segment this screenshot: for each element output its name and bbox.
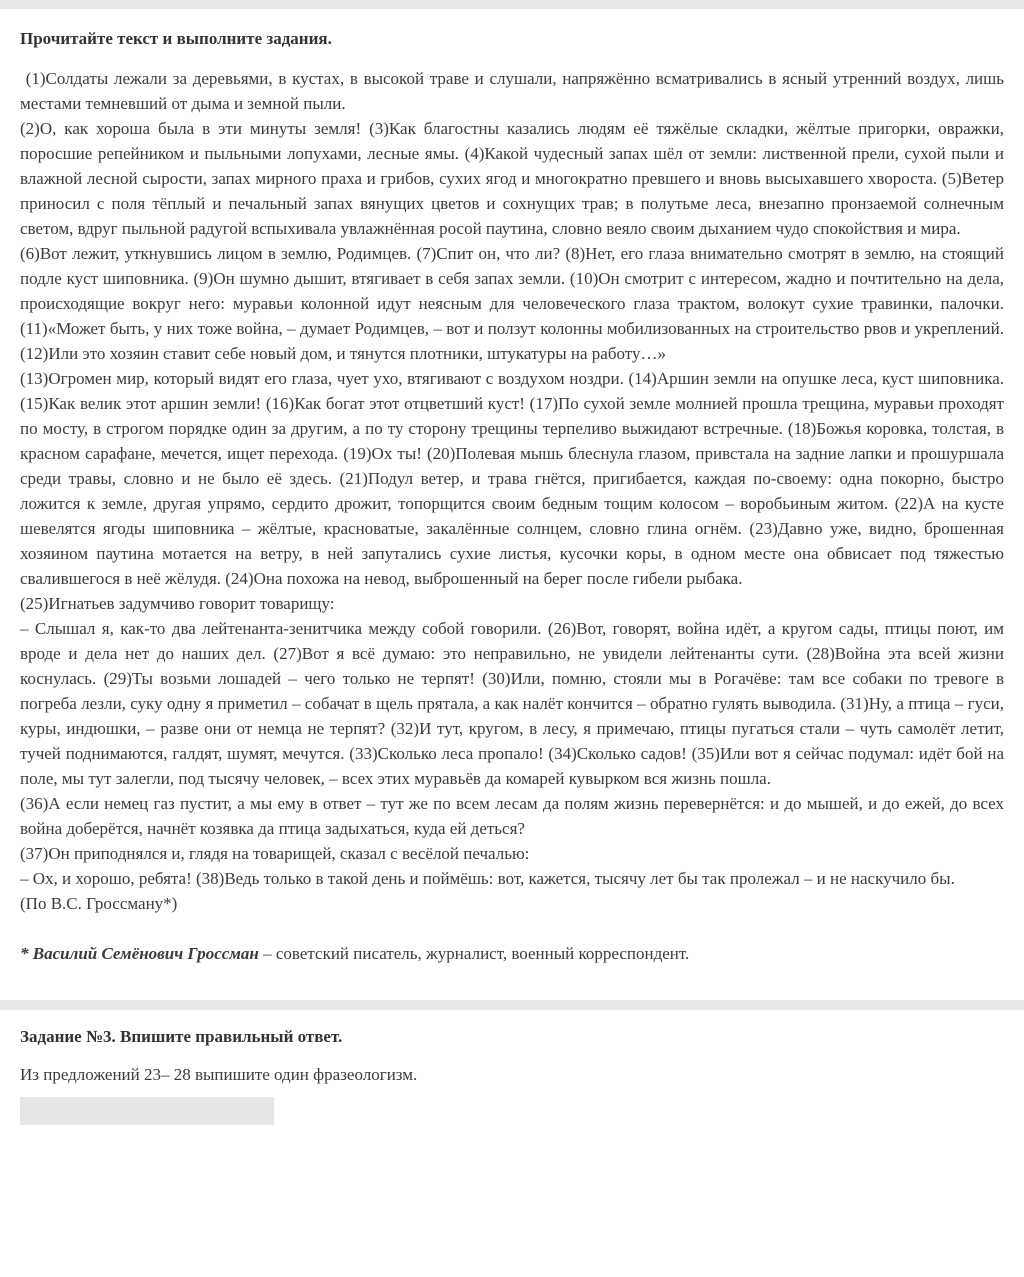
footnote-author: * Василий Семёнович Гроссман [20,944,259,963]
middle-divider-band [0,1000,1024,1010]
paragraph-6: – Слышал я, как-то два лейтенанта-зенитчика между собой говорили. (26)Вот, говорят, война идёт, а кругом сады, птицы поют, им вроде и дела нет до наших дел. (27)Вот я всё думаю: это неправильно, не увидели лейтенанты сути. (28)Война эта всей жизни коснулась. (29)Ты возьми лошадей – чего только не терпят! (30)Или, помню, стояли мы в Рогачёве: там все собаки по тревоге в погреба лезли, суку одну я приметил – собачат в щель прятала, а как налёт кончится – обратно гулять выводила. (31)Ну, а птица – гуси, куры, индюшки, – разве они от немца не терпят? (32)И тут, кругом, в лесу, я примечаю, птицы пугаться стали – чуть самолёт летит, тучей поднимаются, галдят, шумят, мечутся. (33)Сколько леса пропало! (34)Сколько садов! (35)Или вот я сейчас подумал: идёт бой на поле, мы тут залегли, под тысячу человек, – всех этих муравьёв да комарей кувырком вся жизнь пошла. [20,619,1004,788]
paragraph-5: (25)Игнатьев задумчиво говорит товарищу: [20,594,335,613]
paragraph-1: (1)Солдаты лежали за деревьями, в кустах, в высокой траве и слушали, напряжённо всматривались в ясный утренний воздух, лишь местами темневший от дыма и земной пыли. [20,69,1009,113]
reading-section [0,28,1024,966]
paragraph-3: (6)Вот лежит, уткнувшись лицом в землю, Родимцев. (7)Спит он, что ли? (8)Нет, его глаза внимательно смотрят в землю, на стоящий подле куст шиповника. (9)Он шумно дышит, втягивает в себя запах земли. (10)Он смотрит с интересом, жадно и почтительно на дела, происходящие вокруг него: муравьи колонной идут неясным для человеческого глаза трактом, волокут сухие травинки, палочки. (11)«Может быть, у них тоже война, – думает Родимцев, – вот и ползут колонны мобилизованных на строительство рвов и укреплений. (12)Или это хозяин ставит себе новый дом, и тянутся плотники, штукатуры на работу…» [20,244,1004,363]
task-heading: Задание №3. Впишите правильный ответ. [20,1027,343,1046]
task-section [0,1026,1024,1125]
paragraph-9: – Ох, и хорошо, ребята! (38)Ведь только в такой день и поймёшь: вот, кажется, тысячу лет бы так пролежал – и не наскучило бы. [20,869,955,888]
top-divider-band [0,0,1024,9]
answer-input[interactable] [20,1097,274,1125]
reading-heading: Прочитайте текст и выполните задания. [20,29,332,48]
paragraph-7: (36)А если немец газ пустит, а мы ему в ответ – тут же по всем лесам да полям жизнь перевернётся: и до мышей, и до ежей, до всех война доберётся, начнёт козявка да птица задыхаться, куда ей деться? [20,794,1004,838]
author-footnote [20,941,1004,966]
paragraph-8: (37)Он приподнялся и, глядя на товарищей, сказал с весёлой печалью: [20,844,530,863]
paragraph-2: (2)О, как хороша была в эти минуты земля! (3)Как благостны казались людям её тяжёлые складки, жёлтые пригорки, овражки, поросшие репейником и пыльными лопухами, лесные ямы. (4)Какой чудесный запах шёл от земли: лиственной прели, сухой пыли и влажной лесной сырости, запах мирного праха и грибов, сухих ягод и многократно превшего и вновь высыхавшего хвороста. (5)Ветер приносил с поля тёплый и печальный запах вянущих цветов и сохнущих трав; в полутьме леса, внезапно пронзаемой солнечным светом, вдруг пыльной радугой вспыхивала увлажнённая росой паутина, словно веяло своим дыханием чудо спокойствия и мира. [20,119,1004,238]
source-attribution: (По В.С. Гроссману*) [20,894,178,913]
footnote-description: – советский писатель, журналист, военный корреспондент. [258,944,690,963]
reading-text [20,66,1009,916]
paragraph-4: (13)Огромен мир, который видят его глаза, чует ухо, втягивают с воздухом ноздри. (14)Аршин земли на опушке леса, куст шиповника. (15)Как велик этот аршин земли! (16)Как богат этот отцветший куст! (17)По сухой земле молнией прошла трещина, муравьи проходят по мосту, в строгом порядке один за другим, а по ту сторону трещины терпеливо выжидают встречные. (18)Божья коровка, толстая, в красном сарафане, мечется, ищет перехода. (19)Ох ты! (20)Полевая мышь блеснула глазом, привстала на задние лапки и прошуршала среди травы, словно и не было её здесь. (21)Подул ветер, и трава гнётся, пригибается, каждая по-своему: одна покорно, быстро ложится к земле, другая упрямо, сердито дрожит, топорщится своим бедным тощим колосом – воробьиным житом. (22)А на кусте шевелятся ягоды шиповника – жёлтые, красноватые, закалённые солнцем, словно глина огнём. (23)Давно уже, видно, брошенная хозяином паутина мотается на ветру, в ней запутались сухие листья, кусочки коры, в одном месте она обвисает под тяжестью свалившегося в неё жёлудя. (24)Она похожа на невод, выброшенный на берег после гибели рыбака. [20,369,1004,588]
task-question: Из предложений 23– 28 выпишите один фразеологизм. [20,1065,418,1084]
